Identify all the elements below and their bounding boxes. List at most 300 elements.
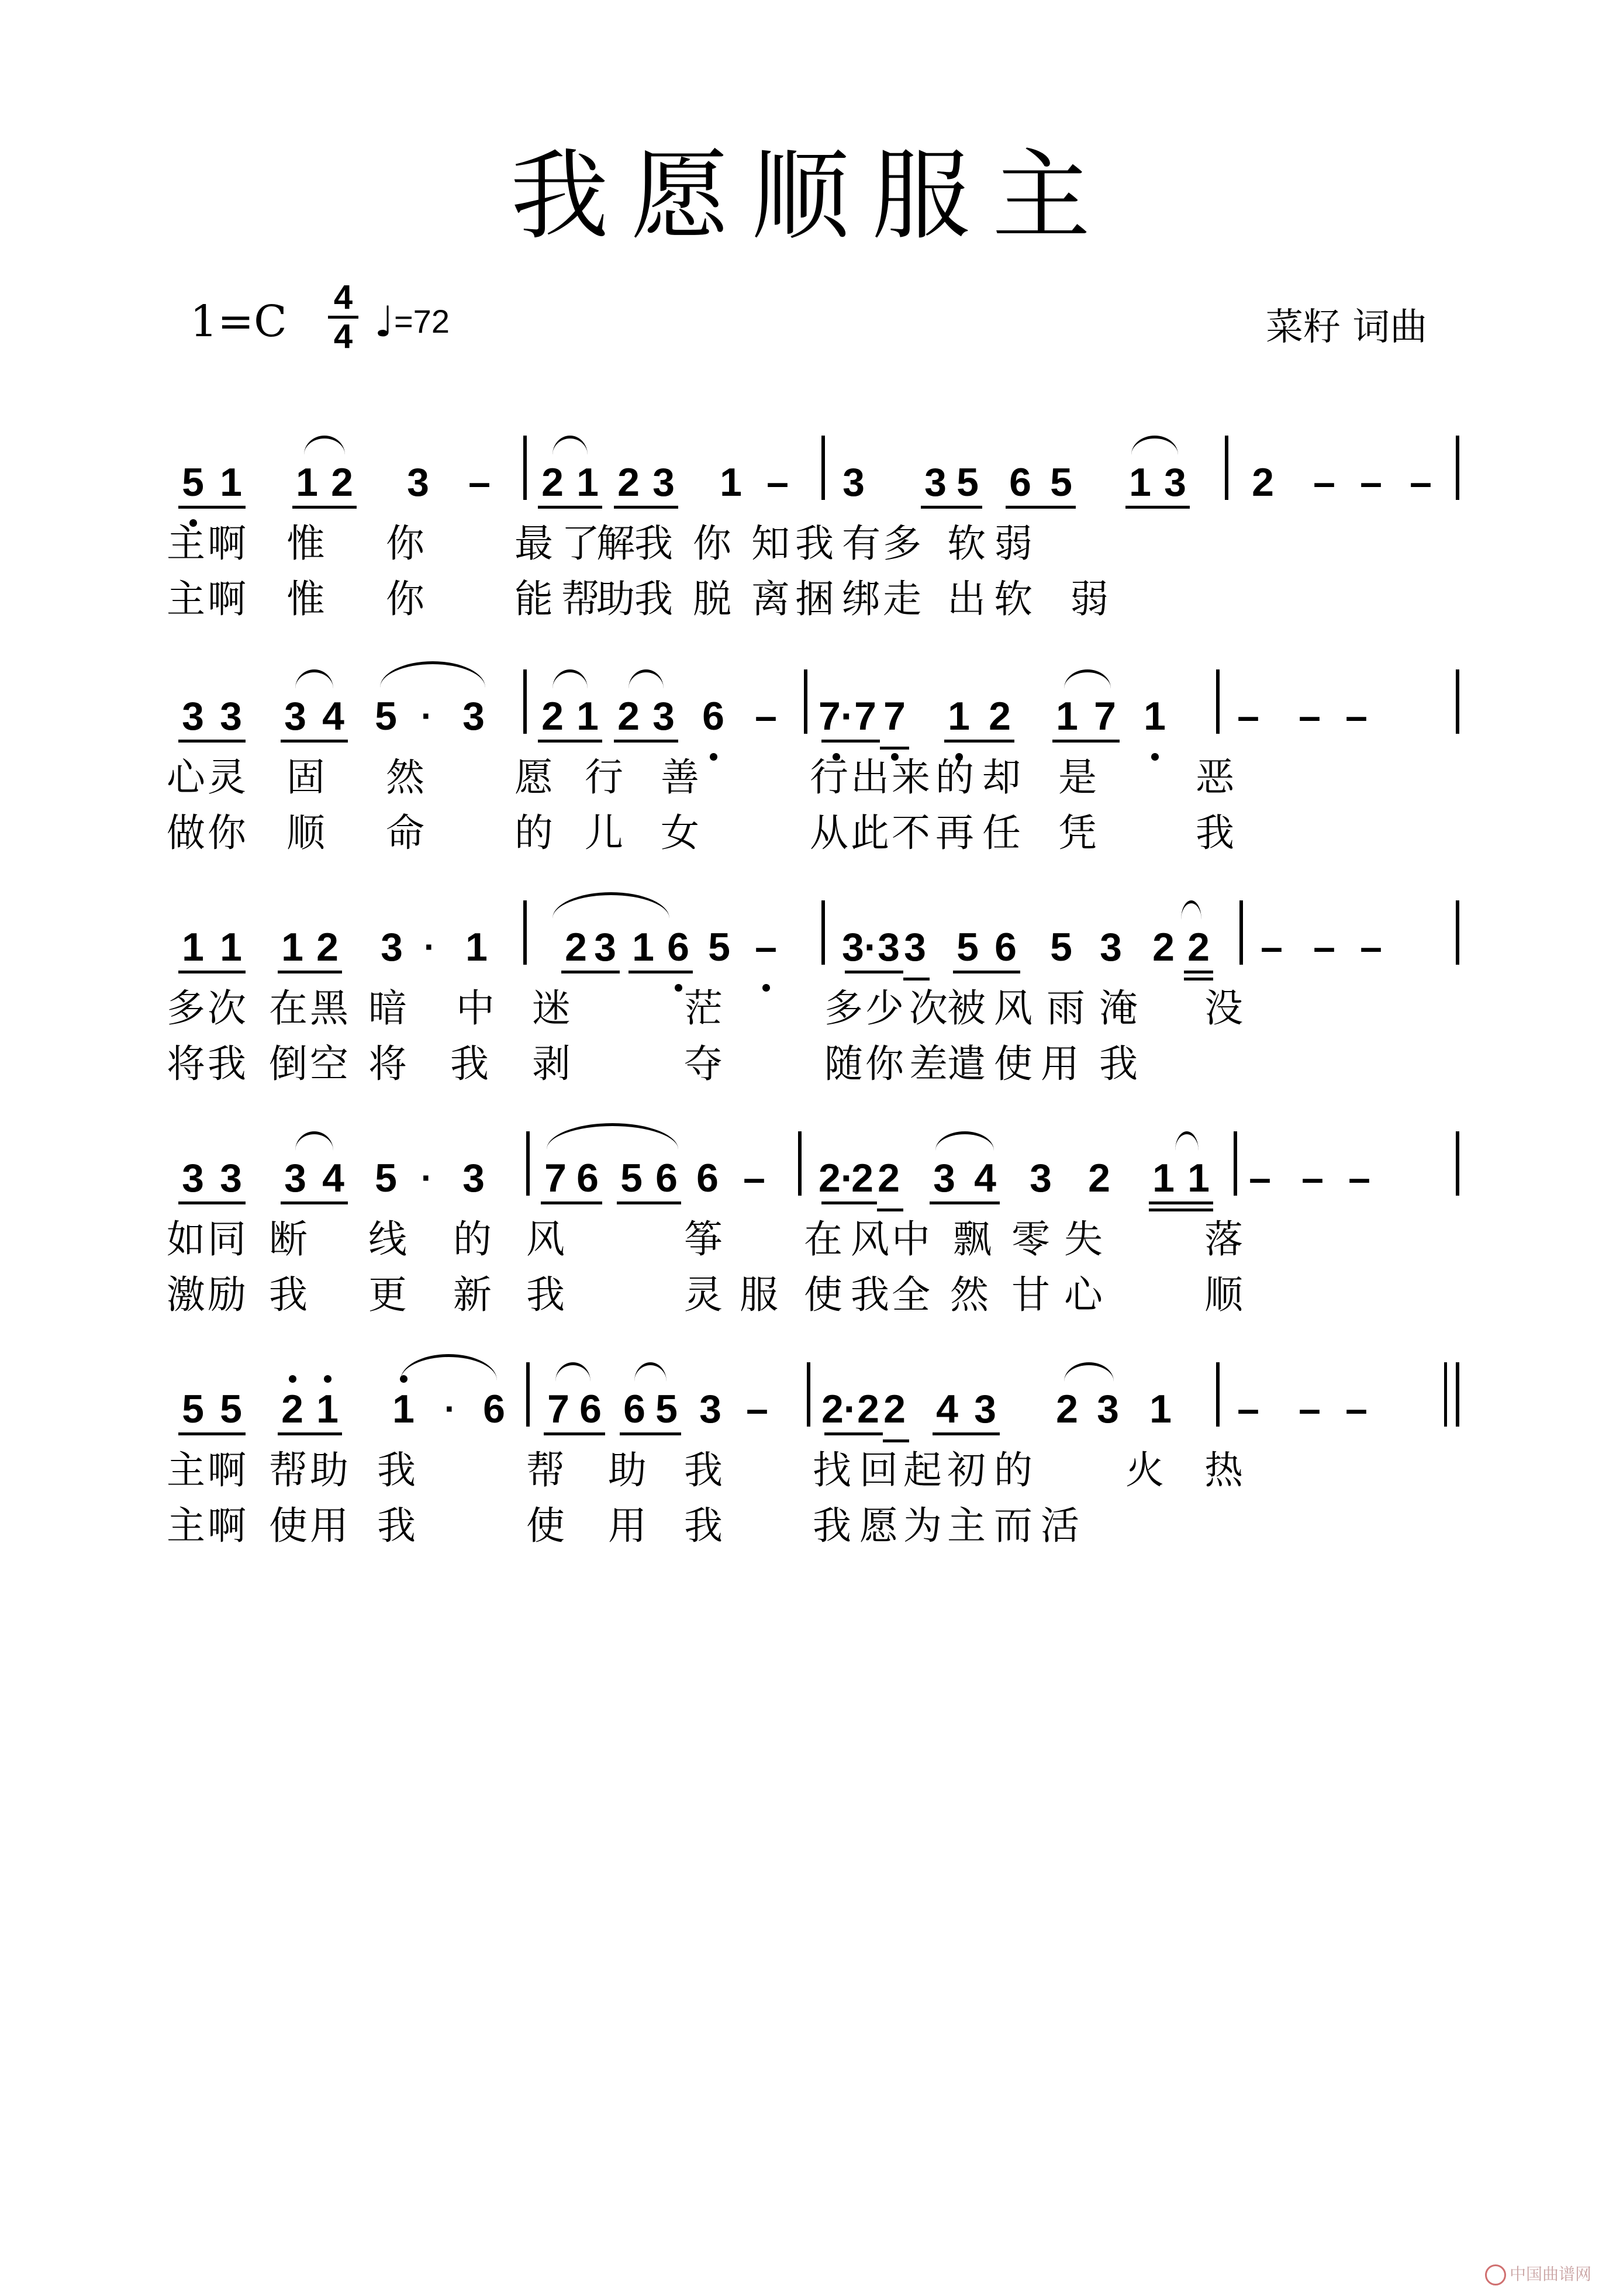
note: 4 [322, 1156, 344, 1200]
slur-tie [295, 1131, 333, 1151]
sustain-dash: – [468, 460, 491, 505]
lyric-char: 主 [167, 521, 205, 566]
duration-underline [629, 971, 693, 973]
note: 4 [322, 694, 344, 738]
lyric-char: 雨 [1047, 986, 1085, 1031]
note: 5 [620, 1156, 643, 1200]
lyric-char: 了 [561, 521, 600, 566]
note: 6 [483, 1387, 505, 1431]
lyric-char: 我 [684, 1503, 723, 1548]
lyric-char: 我 [377, 1503, 416, 1548]
lyric-char: 儿 [585, 810, 623, 855]
lyric-char: 女 [661, 810, 699, 855]
slur-tie [634, 1362, 667, 1382]
duration-underline [1149, 1209, 1213, 1211]
lyric-char: 弱 [1070, 576, 1109, 622]
note: 5 [220, 1387, 242, 1431]
lyric-char: 的 [514, 810, 553, 855]
lyric-char: 筝 [684, 1217, 723, 1262]
duration-underline [1052, 740, 1120, 743]
lyric-char: 的 [935, 755, 974, 800]
sustain-dash: – [1313, 925, 1335, 969]
barline [1456, 900, 1459, 965]
barline [1234, 1131, 1237, 1196]
duration-underline [614, 506, 678, 509]
note: 2 [1252, 460, 1274, 505]
note: 2 [1088, 1156, 1110, 1200]
lyric-char: 善 [661, 755, 699, 800]
note: 3 [652, 694, 675, 738]
duration-underline [278, 971, 342, 973]
lyric-char: 帮 [526, 1448, 565, 1493]
lyric-char: 固 [286, 755, 325, 800]
note: 2 [281, 1387, 303, 1431]
duration-underline [281, 1201, 348, 1204]
lyric-char: 灵 [208, 755, 246, 800]
lyric-char: 多 [167, 986, 205, 1031]
lyric-char: 茫 [684, 986, 723, 1031]
lyric-char: 风 [851, 1217, 889, 1262]
sustain-dash: – [1410, 460, 1432, 505]
tempo-marking [374, 295, 450, 348]
barline [523, 436, 527, 500]
lyric-char: 我 [813, 1503, 851, 1548]
lyric-char: 能 [514, 576, 553, 622]
augmentation-dot: · [421, 1158, 433, 1197]
lyric-char: 的 [453, 1217, 492, 1262]
barline [1216, 669, 1220, 734]
duration-underline [541, 1201, 602, 1204]
duration-underline [617, 1201, 681, 1204]
lyric-char: 差 [909, 1041, 948, 1086]
lyric-char: 然 [386, 755, 424, 800]
lyric-char: 使 [269, 1503, 308, 1548]
duration-underline [538, 740, 602, 743]
lyric-char: 励 [208, 1272, 246, 1317]
note: 2 [316, 925, 339, 969]
sustain-dash: – [1299, 1387, 1321, 1431]
note: 6 [696, 1156, 719, 1200]
lyric-char: 惟 [286, 576, 325, 622]
note: 5 [182, 460, 204, 505]
note: 2 [851, 1156, 873, 1200]
lyric-char: 淹 [1099, 986, 1138, 1031]
time-signature-bottom: 4 [333, 317, 353, 355]
site-watermark [1485, 2263, 1591, 2286]
lyric-char: 火 [1125, 1448, 1164, 1493]
duration-underline [933, 1432, 1000, 1435]
lyric-char: 软 [994, 576, 1032, 622]
high-octave-dot [289, 1375, 296, 1383]
lyric-char: 次 [208, 986, 246, 1031]
slur-tie [380, 661, 485, 688]
lyric-char: 我 [795, 521, 834, 566]
note: 7 [547, 1387, 569, 1431]
lyric-char: 次 [909, 986, 948, 1031]
lyric-char: 被 [947, 986, 986, 1031]
score-system [0, 895, 1623, 1087]
duration-underline [921, 506, 982, 509]
note: 5 [375, 1156, 397, 1200]
lyric-char: 你 [208, 810, 246, 855]
lyric-char: 命 [386, 810, 424, 855]
note: 3 [974, 1387, 996, 1431]
lyric-char: 风 [994, 986, 1032, 1031]
duration-underline [953, 971, 1020, 973]
note: 1 [1056, 694, 1078, 738]
lyric-char: 顺 [286, 810, 325, 855]
lyric-char: 使 [804, 1272, 842, 1317]
barline [1456, 669, 1459, 734]
lyric-char: 凭 [1058, 810, 1097, 855]
sustain-dash: – [766, 460, 789, 505]
barline [1216, 1362, 1220, 1427]
lyric-char: 顺 [1204, 1272, 1243, 1317]
duration-underline [178, 971, 246, 973]
lyric-char: 同 [208, 1217, 246, 1262]
duration-underline [620, 1432, 681, 1435]
lyric-char: 灵 [684, 1272, 723, 1317]
note: 1 [296, 460, 318, 505]
lyric-char: 中 [456, 986, 495, 1031]
note: 2 [617, 460, 640, 505]
lyric-char: 将 [167, 1041, 205, 1086]
lyric-char: 风 [526, 1217, 565, 1262]
lyric-char: 有 [842, 521, 880, 566]
sustain-dash: – [1301, 1156, 1324, 1200]
lyric-char: 脱 [693, 576, 731, 622]
lyric-char: 任 [982, 810, 1021, 855]
barline [821, 436, 825, 500]
note: 3 [1100, 925, 1122, 969]
lyric-char: 我 [634, 576, 673, 622]
note: 1 [948, 694, 970, 738]
lyric-char: 黑 [310, 986, 348, 1031]
note: 3 [284, 1156, 306, 1200]
lyric-char: 我 [377, 1448, 416, 1493]
low-octave-dot [675, 984, 682, 992]
note: 1 [576, 460, 599, 505]
note: 2 [857, 1387, 879, 1431]
slur-tie [552, 892, 669, 919]
lyric-char: 行 [810, 755, 848, 800]
lyric-char: 使 [994, 1041, 1032, 1086]
duration-underline [1184, 971, 1213, 973]
duration-underline [178, 506, 246, 509]
note: 2 [541, 694, 564, 738]
lyric-char: 我 [851, 1272, 889, 1317]
slur-tie [400, 1354, 497, 1380]
note: 2 [883, 1387, 906, 1431]
duration-underline [821, 740, 880, 743]
lyric-char: 心 [1064, 1272, 1103, 1317]
sustain-dash: – [755, 925, 777, 969]
lyric-char: 此 [851, 810, 889, 855]
lyric-char: 飘 [953, 1217, 992, 1262]
note: 4 [936, 1387, 958, 1431]
note: 3 [381, 925, 403, 969]
note: 5 [375, 694, 397, 738]
note: 3 [182, 1156, 204, 1200]
lyric-char: 找 [813, 1448, 851, 1493]
note: 6 [623, 1387, 645, 1431]
note: 3 [220, 1156, 242, 1200]
lyric-char: 线 [368, 1217, 407, 1262]
note: 3 [1097, 1387, 1119, 1431]
lyric-char: 是 [1058, 755, 1097, 800]
note: 3 [1030, 1156, 1052, 1200]
sustain-dash: – [1360, 460, 1382, 505]
lyric-char: 愿 [859, 1503, 898, 1548]
composer-credit: 菜籽 词曲 [1266, 306, 1428, 349]
sustain-dash: – [1345, 694, 1368, 738]
sustain-dash: – [1237, 1387, 1259, 1431]
note: 1 [720, 460, 742, 505]
slur-tie [552, 436, 588, 455]
lyric-char: 你 [865, 1041, 904, 1086]
note: 4 [974, 1156, 996, 1200]
duration-underline [824, 1432, 883, 1435]
score-system [0, 1356, 1623, 1549]
lyric-char: 剥 [532, 1041, 571, 1086]
duration-underline [1149, 1201, 1213, 1204]
lyric-char: 我 [526, 1272, 565, 1317]
note: 2· [819, 1156, 854, 1200]
note: 6 [702, 694, 724, 738]
note: 2 [617, 694, 640, 738]
barline [523, 669, 527, 734]
lyric-char: 激 [167, 1272, 205, 1317]
lyric-char: 随 [824, 1041, 863, 1086]
sustain-dash: – [1345, 1387, 1368, 1431]
note: 7 [854, 694, 876, 738]
note: 3 [462, 694, 485, 738]
duration-underline [1125, 506, 1190, 509]
lyric-char: 再 [935, 810, 974, 855]
note: 5 [1050, 925, 1072, 969]
sustain-dash: – [755, 694, 777, 738]
note: 2 [541, 460, 564, 505]
lyric-char: 将 [368, 1041, 407, 1086]
note: 3 [594, 925, 616, 969]
lyric-char: 活 [1041, 1503, 1079, 1548]
lyric-char: 而 [994, 1503, 1032, 1548]
note: 3 [220, 694, 242, 738]
lyric-char: 惟 [286, 521, 325, 566]
duration-underline [845, 971, 903, 973]
note: 1 [1187, 1156, 1210, 1200]
key-signature: 1=C [190, 296, 287, 347]
lyric-char: 少 [865, 986, 904, 1031]
song-title: 我愿顺服主 [510, 139, 1113, 253]
duration-underline [538, 506, 602, 509]
note: 2 [989, 694, 1011, 738]
lyric-char: 从 [810, 810, 848, 855]
lyric-char: 弱 [994, 521, 1032, 566]
lyric-char: 做 [167, 810, 205, 855]
note: 6 [667, 925, 689, 969]
lyric-char: 行 [585, 755, 623, 800]
lyric-char: 零 [1011, 1217, 1050, 1262]
lyric-char: 全 [892, 1272, 930, 1317]
lyric-char: 回 [859, 1448, 898, 1493]
note: 1 [1144, 694, 1166, 738]
slur-tie [295, 669, 333, 689]
slur-tie [1064, 1362, 1114, 1382]
lyric-char: 软 [947, 521, 986, 566]
note: 1 [465, 925, 488, 969]
barline [526, 1131, 530, 1196]
lyric-char: 啊 [208, 576, 246, 622]
lyric-char: 落 [1204, 1217, 1243, 1262]
barline [798, 1131, 802, 1196]
lyric-char: 用 [608, 1503, 647, 1548]
lyric-char: 不 [892, 810, 930, 855]
note: 3 [462, 1156, 485, 1200]
duration-underline [292, 506, 357, 509]
lyric-char: 帮 [561, 576, 600, 622]
lyric-char: 啊 [208, 1503, 246, 1548]
note: 6 [1009, 460, 1031, 505]
duration-underline [1184, 978, 1213, 980]
lyric-char: 使 [526, 1503, 565, 1548]
lyric-char: 离 [751, 576, 790, 622]
note: 2· [821, 1387, 857, 1431]
lyric-char: 更 [368, 1272, 407, 1317]
lyric-char: 多 [883, 521, 921, 566]
note: 3 [1164, 460, 1186, 505]
lyric-char: 迷 [532, 986, 571, 1031]
lyric-char: 的 [994, 1448, 1032, 1493]
note: 5 [956, 460, 979, 505]
lyric-char: 帮 [269, 1448, 308, 1493]
low-octave-dot [1151, 753, 1159, 761]
note: 3 [878, 925, 900, 969]
quarter-note-icon: ♩ [374, 297, 394, 346]
note: 1 [220, 925, 242, 969]
lyric-char: 断 [269, 1217, 308, 1262]
duration-underline [178, 1432, 246, 1435]
note: 6 [655, 1156, 678, 1200]
note: 2 [331, 460, 353, 505]
note: 3 [407, 460, 429, 505]
low-octave-dot [710, 753, 717, 761]
note: 1 [281, 925, 303, 969]
note: 7 [1094, 694, 1116, 738]
sustain-dash: – [1348, 1156, 1370, 1200]
lyric-char: 中 [892, 1217, 930, 1262]
note: 5 [956, 925, 979, 969]
lyric-char: 我 [634, 521, 673, 566]
slur-tie [1175, 1131, 1199, 1151]
lyric-char: 我 [269, 1272, 308, 1317]
lyric-char: 解 [596, 521, 635, 566]
lyric-char: 我 [684, 1448, 723, 1493]
augmentation-dot: · [421, 696, 433, 736]
barline [526, 1362, 530, 1427]
note: 3· [842, 925, 878, 969]
note: 2 [1152, 925, 1175, 969]
duration-underline [544, 1432, 605, 1435]
duration-underline [178, 1201, 246, 1204]
duration-underline [880, 747, 909, 750]
final-barline-thin [1444, 1362, 1447, 1427]
note: 1 [1152, 1156, 1175, 1200]
lyric-char: 你 [386, 576, 424, 622]
sustain-dash: – [743, 1156, 765, 1200]
slur-tie [629, 669, 664, 689]
lyric-char: 遣 [947, 1041, 986, 1086]
watermark-text: 中国曲谱网 [1510, 2264, 1592, 2284]
lyric-char: 服 [740, 1272, 778, 1317]
note: 3 [904, 925, 926, 969]
lyric-char: 你 [693, 521, 731, 566]
slur-tie [547, 1123, 678, 1149]
time-signature-top: 4 [333, 278, 353, 316]
duration-underline [178, 740, 246, 743]
lyric-char: 新 [453, 1272, 492, 1317]
note: 3 [933, 1156, 955, 1200]
note: 3 [182, 694, 204, 738]
lyric-char: 我 [1196, 810, 1234, 855]
lyric-char: 主 [167, 576, 205, 622]
lyric-char: 绑 [842, 576, 880, 622]
note: 2 [1187, 925, 1210, 969]
barline [821, 900, 825, 965]
note: 1 [576, 694, 599, 738]
note: 7· [819, 694, 854, 738]
lyric-char: 起 [903, 1448, 942, 1493]
note: 1 [182, 925, 204, 969]
note: 2 [878, 1156, 900, 1200]
lyric-char: 愿 [514, 755, 553, 800]
lyric-char: 用 [310, 1503, 348, 1548]
note: 5 [182, 1387, 204, 1431]
lyric-char: 暗 [368, 986, 407, 1031]
sustain-dash: – [1261, 925, 1283, 969]
lyric-char: 啊 [208, 521, 246, 566]
duration-underline [877, 1209, 903, 1211]
lyric-char: 用 [1041, 1041, 1079, 1086]
barline [523, 900, 527, 965]
sustain-dash: – [1299, 694, 1321, 738]
lyric-char: 啊 [208, 1448, 246, 1493]
lyric-char: 最 [514, 521, 553, 566]
score-system [0, 1125, 1623, 1318]
lyric-char: 在 [269, 986, 308, 1031]
slur-tie [1064, 669, 1111, 689]
sustain-dash: – [1249, 1156, 1271, 1200]
barline [807, 1362, 810, 1427]
lyric-char: 热 [1204, 1448, 1243, 1493]
note: 5 [655, 1387, 678, 1431]
lyric-char: 我 [208, 1041, 246, 1086]
slur-tie [555, 1362, 591, 1382]
lyric-char: 甘 [1011, 1272, 1050, 1317]
lyric-char: 初 [947, 1448, 986, 1493]
duration-underline [903, 978, 930, 980]
lyric-char: 多 [824, 986, 863, 1031]
lyric-char: 捆 [795, 576, 834, 622]
note: 2 [1056, 1387, 1078, 1431]
lyric-char: 出 [947, 576, 986, 622]
note: 3 [842, 460, 865, 505]
lyric-char: 在 [804, 1217, 842, 1262]
lyric-char: 我 [450, 1041, 489, 1086]
duration-underline [561, 971, 620, 973]
barline [1456, 1362, 1459, 1427]
lyric-char: 失 [1064, 1217, 1103, 1262]
